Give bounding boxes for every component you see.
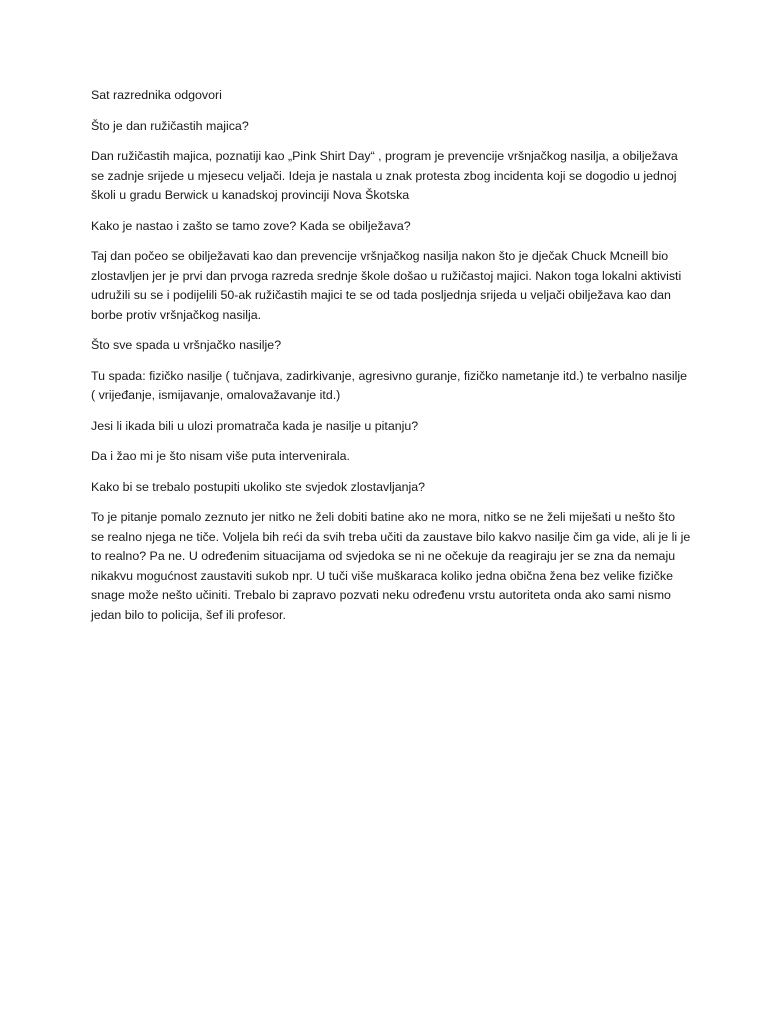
question-2: Kako je nastao i zašto se tamo zove? Kada se obilježava? [91, 218, 411, 233]
question-3: Što sve spada u vršnjačko nasilje? [91, 338, 282, 352]
document-page [91, 86, 691, 636]
question-5: Kako bi se trebalo postupiti ukoliko ste svjedok zlostavljanja? [91, 479, 426, 494]
answer-1: Dan ružičastih majica, poznatiji kao „Pink Shirt Day“ , program je prevencije vršnjačkog nasilja, a obilježava se zadnje srijede u mjesecu veljači. Ideja je nastala u znak protesta zbog incidenta koji se dogodio u jednoj školi u gradu Berwick u kanadskoj provinciji Nova Škotska [91, 149, 678, 202]
answer-3: Tu spada: fizičko nasilje ( tučnjava, zadirkivanje, agresivno guranje, fizičko nametanje itd.) te verbalno nasilje ( vrijeđanje, ismijavanje, omalovažavanje itd.) [91, 368, 687, 402]
document-title: Sat razrednika odgovori [91, 88, 222, 102]
question-1: Što je dan ružičastih majica? [91, 118, 249, 133]
answer-4: Da i žao mi je što nisam više puta intervenirala. [91, 449, 350, 463]
answer-5: To je pitanje pomalo zeznuto jer nitko ne želi dobiti batine ako ne mora, nitko se ne želi miješati u nešto što se realno njega ne tiče. Voljela bih reći da svih treba učiti da zaustave bilo kakvo nasilje čim ga vide, ali je li je to realno? Pa ne. U određenim situacijama od svjedoka se ni ne očekuje da reagiraju jer se zna da nemaju nikakvu mogućnost zaustaviti sukob npr. U tuči više muškaraca koliko jedna obična žena bez velike fizičke snage može nešto učiniti. Trebalo bi zapravo pozvati neku određenu vrstu autoriteta onda ako sami nismo jedan bilo to policija, šef ili profesor. [91, 510, 691, 622]
answer-2: Taj dan počeo se obilježavati kao dan prevencije vršnjačkog nasilja nakon što je dječak Chuck Mcneill bio zlostavljen jer je prvi dan prvoga razreda srednje škole došao u ružičastoj majici. Nakon toga lokalni aktivisti udružili su se i podijelili 50-ak ružičastih majici te se od tada posljednja srijeda u veljači obilježava kao dan borbe protiv vršnjačkog nasilja. [91, 249, 682, 322]
question-4: Jesi li ikada bili u ulozi promatrača kada je nasilje u pitanju? [91, 418, 419, 433]
